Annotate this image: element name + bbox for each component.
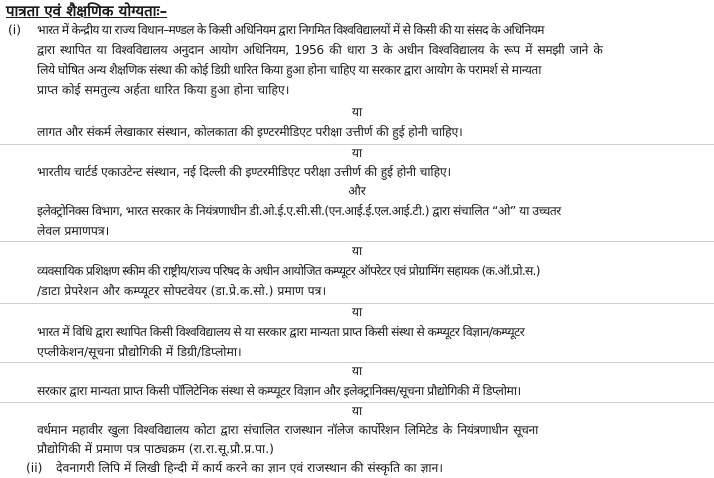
or-separator-3: या xyxy=(351,244,363,258)
or-separator-2: या xyxy=(351,146,363,160)
section-title: पात्रता एवं शैक्षणिक योग्यताः– xyxy=(6,2,168,20)
item-1-line-2: द्वारा स्थापित या विश्वविद्यालय अनुदान आयोग अधिनियम, 1956 की धारा 3 के अधीन विश्वविद्यालय के रूप में समझी जाने के xyxy=(37,43,603,57)
or-separator-4: या xyxy=(351,305,363,319)
doeacc-line-1: इलेक्ट्रोनिक्स विभाग, भारत सरकार के नियंत्रणाधीन डी.ओ.ई.ए.सी.सी.(एन.आई.ई.एल.आई.टी.) द्वारा संचालित “ओ” या उच्चतर xyxy=(37,204,561,218)
cma-intermediate-text: लागत और संकर्म लेखाकार संस्थान, कोलकाता की इण्टरमीडिएट परीक्षा उत्तीर्ण की हुई होनी चाहिए। xyxy=(37,125,463,139)
or-separator-5: या xyxy=(351,364,363,378)
item-1-line-4: प्राप्त कोई समतुल्य अर्हता धारित किया हुआ होना चाहिए। xyxy=(37,83,290,97)
rscit-line-1: वर्धमान महावीर खुला विश्वविद्यालय कोटा द्वारा संचालित राजस्थान नॉलेज कार्पोरेशन लिमिटेड के नियंत्रणाधीन सूचना xyxy=(37,423,538,437)
item-1-line-3: लिये घोषित अन्य शैक्षणिक संस्था की कोई डिग्री धारित किया हुआ होना चाहिए या सरकार द्वारा आयोग के परामर्श से मान्यता xyxy=(37,63,541,77)
degree-line-2: एप्लीकेशन/सूचना प्रौद्योगिकी में डिग्री/डिप्लोमा। xyxy=(37,345,242,359)
ca-intermediate-text: भारतीय चार्टर्ड एकाउटेन्ट संस्थान, नई दिल्ली की इण्टरमीडिएट परीक्षा उत्तीर्ण की हुई होनी चाहिए। xyxy=(37,165,451,179)
and-separator: और xyxy=(348,184,366,198)
or-separator-1: या xyxy=(351,105,363,119)
polytechnic-diploma-text: सरकार द्वारा मान्यता प्राप्त किसी पॉलिटेनिक संस्था से कम्प्यूटर विज्ञान और इलेक्ट्रानिक्स/सूचना प्रौद्योगिकी में डिप्लोमा। xyxy=(37,384,521,398)
copa-line-2: /डाटा प्रेपरेशन और कम्प्यूटर सोफ्टवेयर (डा.प्रे.क.सो.) प्रमाण पत्र। xyxy=(37,284,327,298)
item-2-marker: (ii) xyxy=(26,461,43,475)
item-1-marker: (i) xyxy=(8,23,22,37)
degree-line-1: भारत में विधि द्वारा स्थापित किसी विश्वविद्यालय से या सरकार द्वारा मान्यता प्राप्त किसी संस्था से कम्प्यूटर विज्ञान/कम्प्यूटर xyxy=(37,325,525,339)
divider xyxy=(0,241,714,242)
copa-line-1: व्यवसायिक प्रशिक्षण स्कीम की राष्ट्रीय/राज्य परिषद के अधीन आयोजित कम्प्यूटर ऑपरेटर एवं प्रोग्रामिंग सहायक (क.ऑ.प्रो.स.) xyxy=(37,264,540,278)
item-2-text: देवनागरी लिपि में लिखी हिन्दी में कार्य करने का ज्ञान एवं राजस्थान की संस्कृति का ज्ञान। xyxy=(56,461,444,475)
rscit-line-2: प्रौद्योगिकी में प्रमाण पत्र पाठ्यक्रम (रा.रा.सू.प्रौ.प्र.पा.) xyxy=(37,442,274,456)
doeacc-line-2: लेवल प्रमाणपत्र। xyxy=(37,224,110,238)
or-separator-6: या xyxy=(351,404,363,418)
item-1-line-1: भारत में केन्द्रीय या राज्य विधान–मण्डल के किसी अधिनियम द्वारा निगमित विश्वविद्यालयों में से किसी की या संसद के अधिनियम xyxy=(37,23,544,37)
